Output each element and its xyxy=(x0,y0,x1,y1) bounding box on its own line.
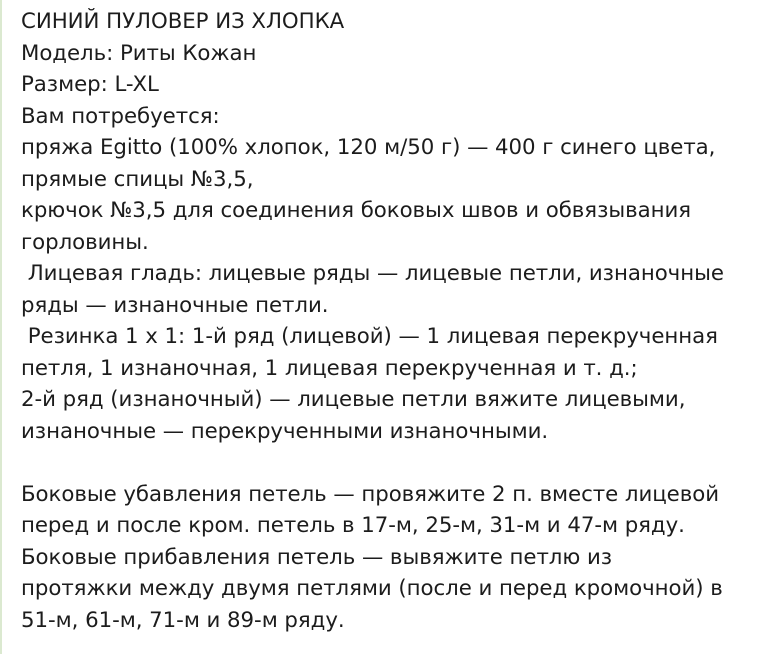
message-line: 51-м, 61-м, 71-м и 89-м ряду. xyxy=(21,607,345,633)
message-line: Резинка 1 х 1: 1-й ряд (лицевой) — 1 лицевая перекрученная xyxy=(21,324,718,349)
message-line: прямые спицы №3,5, xyxy=(21,166,254,192)
paragraph-break xyxy=(21,447,771,479)
message-accent-bar xyxy=(0,0,2,654)
message-line: крючок №3,5 для соединения боковых швов и обвязывания xyxy=(21,198,692,223)
message-line: Размер: L-XL xyxy=(21,72,159,97)
message-line: пряжа Egitto (100% хлопок, 120 м/50 г) — 400 г синего цвета, xyxy=(21,135,716,160)
message-line: Модель: Риты Кожан xyxy=(21,40,257,66)
message-line: Лицевая гладь: лицевые ряды — лицевые петли, изнаночные xyxy=(21,261,724,286)
message-line: перед и после кром. петель в 17-м, 25-м, 31-м и 47-м ряду. xyxy=(21,513,685,538)
message-line: изнаночные — перекрученными изнаночными. xyxy=(21,418,549,444)
message-line: Боковые убавления петель — провяжите 2 п. вместе лицевой xyxy=(21,481,720,507)
message-line: протяжки между двумя петлями (после и перед кромочной) в xyxy=(21,576,723,601)
message-title: СИНИЙ ПУЛОВЕР ИЗ ХЛОПКА xyxy=(21,9,345,34)
message-line: Вам потребуется: xyxy=(21,103,220,129)
message-line: ряды — изнаночные петли. xyxy=(21,292,329,318)
message-line: петля, 1 изнаночная, 1 лицевая перекрученная и т. д.; xyxy=(21,355,638,381)
message-line: Боковые прибавления петель — вывяжите петлю из xyxy=(21,544,613,570)
message-text xyxy=(21,6,771,636)
message-line: горловины. xyxy=(21,229,149,255)
message-line: 2-й ряд (изнаночный) — лицевые петли вяжите лицевыми, xyxy=(21,387,686,412)
